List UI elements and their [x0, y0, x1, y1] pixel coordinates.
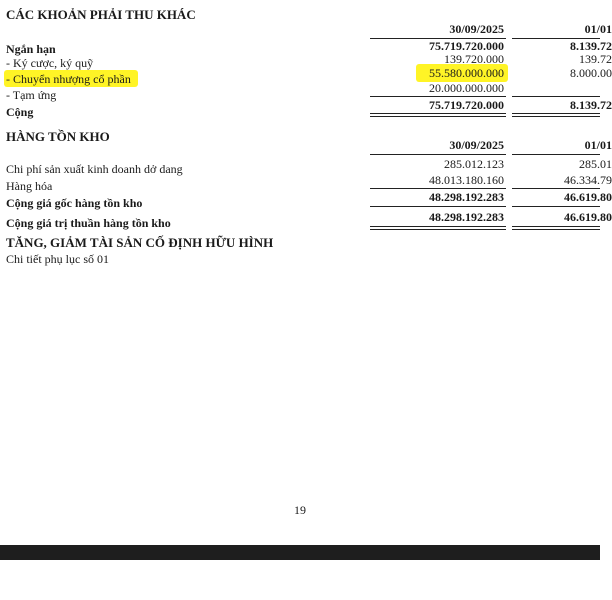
row-label: - Tạm ứng: [6, 88, 57, 102]
section-title-fixed-assets: TĂNG, GIẢM TÀI SẢN CỐ ĐỊNH HỮU HÌNH: [6, 235, 274, 250]
row-value: 20.000.000.000: [429, 81, 504, 95]
column-header-date-1: 30/09/2025: [449, 22, 504, 36]
cost-total-value: 46.619.80: [564, 190, 612, 204]
row-value: 285.01: [579, 157, 612, 171]
cost-total-value: 48.298.192.283: [429, 190, 504, 204]
appendix-note: Chi tiết phụ lục số 01: [6, 252, 109, 266]
viewer-bottom-bar: [0, 545, 600, 560]
row-value: 8.139.72: [570, 39, 612, 53]
total-double-rule: [512, 113, 600, 117]
subtotal-rule: [512, 96, 600, 97]
total-double-rule: [370, 113, 506, 117]
viewer-background: [0, 560, 600, 600]
row-value: 48.013.180.160: [429, 173, 504, 187]
subtotal-rule: [370, 96, 506, 97]
total-double-rule: [512, 226, 600, 230]
net-total-value: 48.298.192.283: [429, 210, 504, 224]
subtotal-rule: [512, 188, 600, 189]
row-label: Chi phí sản xuất kinh doanh dở dang: [6, 162, 183, 176]
row-value: 139.72: [579, 52, 612, 66]
section-title-inventory: HÀNG TỒN KHO: [6, 129, 110, 144]
row-value: 139.720.000: [444, 52, 504, 66]
row-label: Ngắn hạn: [6, 42, 56, 56]
header-rule: [370, 154, 506, 155]
column-header-date-2: 01/01: [584, 138, 612, 152]
column-header-date-2: 01/01: [584, 22, 612, 36]
section-title-receivables: CÁC KHOẢN PHẢI THU KHÁC: [6, 7, 196, 22]
page-number: 19: [294, 503, 306, 517]
net-total-value: 46.619.80: [564, 210, 612, 224]
row-value: 46.334.79: [564, 173, 612, 187]
row-value: 55.580.000.000: [429, 66, 504, 80]
subtotal-rule: [512, 206, 600, 207]
cost-total-label: Cộng giá gốc hàng tồn kho: [6, 196, 143, 210]
row-label: - Ký cược, ký quỹ: [6, 56, 94, 70]
total-label: Cộng: [6, 105, 34, 119]
total-value: 75.719.720.000: [429, 98, 504, 112]
header-rule: [512, 154, 600, 155]
total-double-rule: [370, 226, 506, 230]
total-value: 8.139.72: [570, 98, 612, 112]
subtotal-rule: [370, 188, 506, 189]
row-label: Hàng hóa: [6, 179, 53, 193]
row-value: 285.012.123: [444, 157, 504, 171]
column-header-date-1: 30/09/2025: [449, 138, 504, 152]
subtotal-rule: [370, 206, 506, 207]
net-total-label: Cộng giá trị thuần hàng tồn kho: [6, 216, 171, 230]
row-value: 75.719.720.000: [429, 39, 504, 53]
row-value: 8.000.00: [570, 66, 612, 80]
row-label: - Chuyển nhượng cổ phần: [6, 72, 131, 86]
